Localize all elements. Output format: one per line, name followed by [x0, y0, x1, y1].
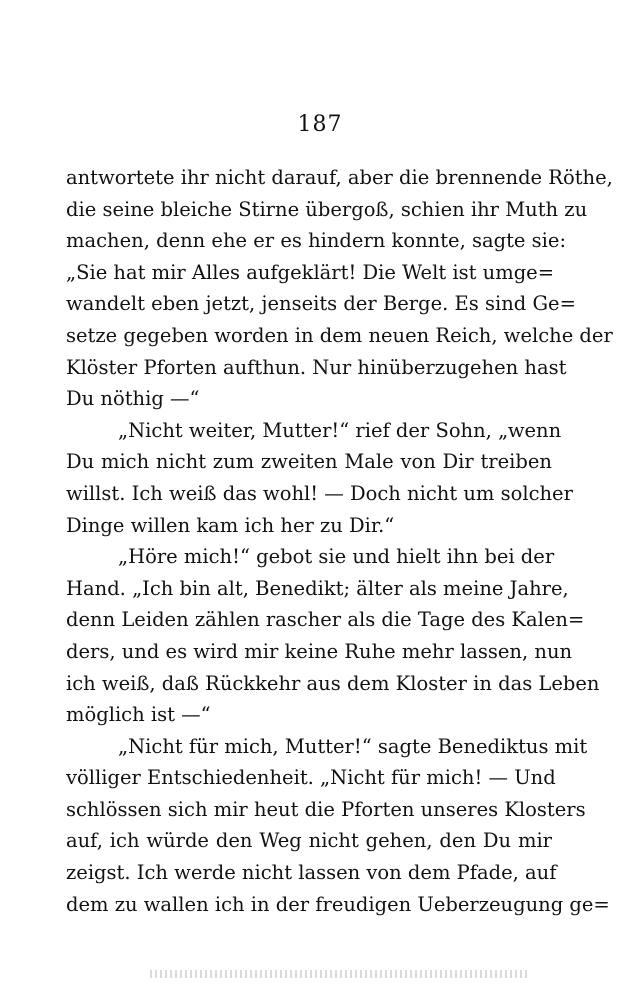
text-line: Du nöthig —“ — [66, 387, 200, 411]
text-line: willst. Ich weiß das wohl! — Doch nicht um solcher — [66, 481, 573, 505]
text-line: machen, denn ehe er es hindern konnte, sagte sie: — [66, 229, 567, 253]
text-line: „Nicht für mich, Mutter!“ sagte Benediktus mit — [118, 734, 588, 758]
print-smudge — [150, 970, 530, 978]
text-line: Dinge willen kam ich her zu Dir.“ — [66, 513, 395, 537]
text-line: setze gegeben worden in dem neuen Reich, welche der — [66, 323, 613, 347]
text-line: möglich ist —“ — [66, 703, 211, 727]
text-line: „Sie hat mir Alles aufgeklärt! Die Welt ist umge= — [66, 260, 555, 284]
text-line: Klöster Pforten aufthun. Nur hinüberzugehen hast — [66, 355, 567, 379]
text-line: dem zu wallen ich in der freudigen Ueberzeugung ge= — [66, 892, 610, 916]
text-line: schlössen sich mir heut die Pforten unseres Klosters — [66, 797, 586, 821]
text-line: denn Leiden zählen rascher als die Tage des Kalen= — [66, 608, 585, 632]
text-line: wandelt eben jetzt, jenseits der Berge. Es sind Ge= — [66, 292, 576, 316]
page-number: 187 — [297, 112, 343, 137]
text-line: ich weiß, daß Rückkehr aus dem Kloster in das Leben — [66, 671, 600, 695]
text-line: die seine bleiche Stirne übergoß, schien ihr Muth zu — [66, 197, 588, 221]
text-line: „Höre mich!“ gebot sie und hielt ihn bei der — [118, 545, 555, 569]
text-line: ders, und es wird mir keine Ruhe mehr lassen, nun — [66, 639, 573, 663]
text-line: antwortete ihr nicht darauf, aber die brennende Röthe, — [66, 166, 613, 189]
text-line: völliger Entschiedenheit. „Nicht für mich! — Und — [66, 766, 556, 790]
body-text — [66, 162, 613, 920]
text-line: zeigst. Ich werde nicht lassen von dem Pfade, auf — [66, 861, 557, 885]
text-line: Hand. „Ich bin alt, Benedikt; älter als meine Jahre, — [66, 576, 569, 600]
text-line: Du mich nicht zum zweiten Male von Dir treiben — [66, 450, 552, 474]
text-line: „Nicht weiter, Mutter!“ rief der Sohn, „wenn — [118, 418, 562, 442]
text-line: auf, ich würde den Weg nicht gehen, den Du mir — [66, 829, 552, 853]
